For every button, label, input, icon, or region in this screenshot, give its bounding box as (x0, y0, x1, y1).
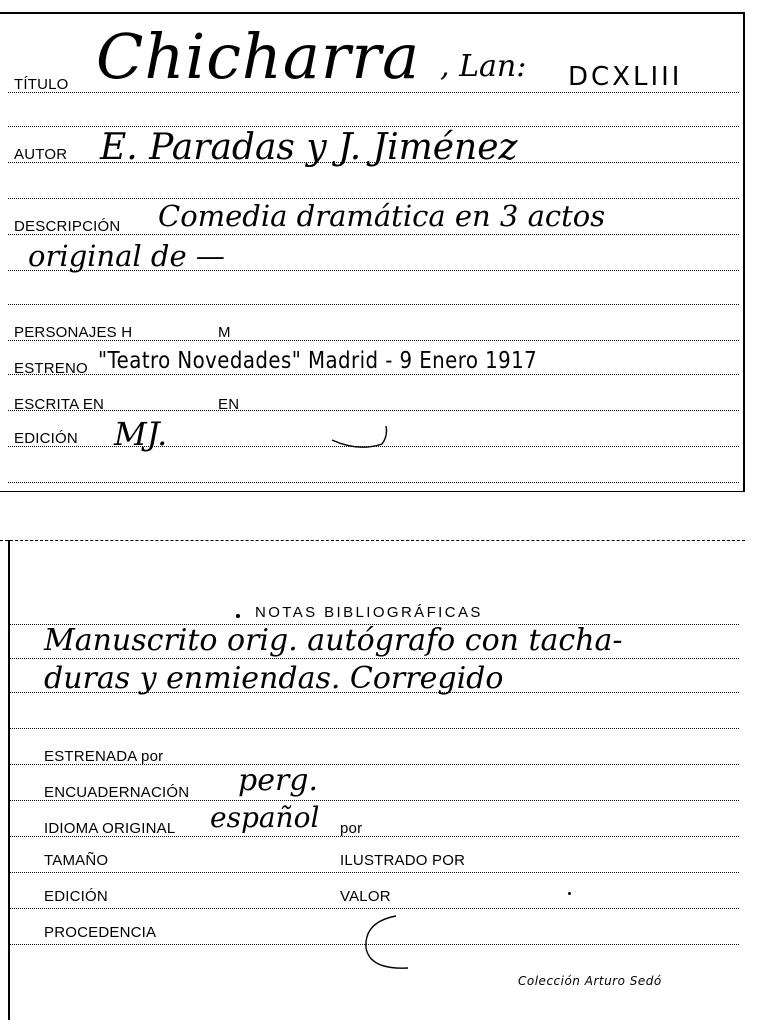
handwritten-binding: perg. (238, 763, 319, 798)
card-top-edge (0, 12, 745, 14)
rule-line (8, 374, 739, 375)
label-estrenada-por: ESTRENADA por (44, 748, 164, 765)
handwritten-description-line2: original de — (28, 239, 225, 273)
label-encuadernacion: ENCUADERNACIÓN (44, 784, 190, 801)
handwritten-edition: MJ. (114, 415, 168, 453)
label-descripcion: DESCRIPCIÓN (14, 218, 121, 235)
handwritten-signature-number: DCXLIII (568, 62, 683, 92)
rule-line (8, 728, 739, 729)
label-notas-bibliograficas: NOTAS BIBLIOGRÁFICAS (255, 604, 483, 621)
label-estreno: ESTRENO (14, 360, 88, 377)
label-edicion: EDICIÓN (44, 888, 108, 905)
label-titulo: TÍTULO (14, 76, 69, 93)
rule-line (8, 872, 739, 873)
handwritten-title: Chicharra (96, 20, 421, 93)
label-escrita-en: ESCRITA EN (14, 396, 105, 413)
dot-mark (236, 614, 240, 618)
handwritten-notes-line1: Manuscrito orig. autógrafo con tacha- (44, 623, 623, 658)
label-edicion: EDICIÓN (14, 430, 78, 447)
handwritten-premiere: "Teatro Novedades" Madrid - 9 Enero 1917 (98, 348, 538, 374)
label-idioma-por: por (340, 820, 363, 837)
card-bottom-edge (0, 491, 745, 492)
label-ilustrado-por: ILUSTRADO POR (340, 852, 466, 869)
rule-line (8, 482, 739, 483)
label-escrita-en-2: EN (218, 396, 240, 413)
pencil-curve-mark (356, 912, 416, 978)
handwritten-description-line1: Comedia dramática en 3 actos (158, 199, 606, 233)
handwritten-author: E. Paradas y J. Jiménez (100, 127, 518, 168)
label-autor: AUTOR (14, 146, 68, 163)
card-top-edge (0, 540, 745, 541)
rule-line (8, 908, 739, 909)
rule-line (8, 410, 739, 411)
collection-credit: Colección Arturo Sedó (518, 974, 662, 988)
label-idioma-original: IDIOMA ORIGINAL (44, 820, 176, 837)
handwritten-notes-line2: duras y enmiendas. Corregido (44, 661, 504, 696)
catalog-card-top (0, 12, 745, 492)
rule-line (8, 304, 739, 305)
card-right-edge (743, 12, 745, 492)
card-left-edge (8, 540, 10, 1020)
label-valor: VALOR (340, 888, 391, 905)
handwritten-language: español (210, 801, 320, 834)
label-personajes-m: M (218, 324, 231, 341)
handwritten-signature-prefix: , Lan: (440, 49, 527, 84)
dot-mark (568, 892, 571, 895)
catalog-card-bottom (0, 540, 745, 1020)
label-procedencia: PROCEDENCIA (44, 924, 157, 941)
label-tamano: TAMAÑO (44, 852, 109, 869)
label-personajes-h: PERSONAJES H (14, 324, 133, 341)
pencil-stroke-mark (330, 422, 400, 452)
rule-line (8, 658, 739, 659)
